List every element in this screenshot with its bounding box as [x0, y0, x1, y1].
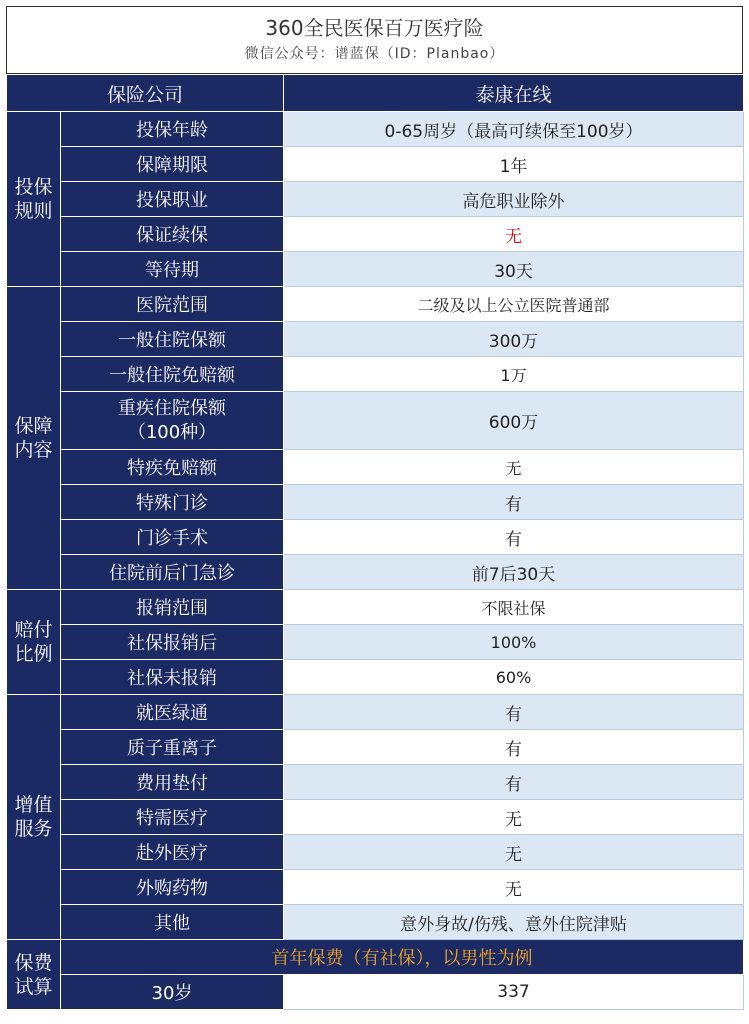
row-value-hospitals: 二级及以上公立医院普通部 — [284, 287, 744, 322]
title-box — [6, 6, 743, 74]
row-label-without-si: 社保未报销 — [61, 660, 284, 695]
section-coverage-label: 保障 内容 — [14, 415, 53, 461]
row-value-overseas: 无 — [284, 835, 744, 870]
table-row — [7, 835, 744, 870]
section-services — [7, 695, 61, 940]
row-label-term: 保障期限 — [61, 147, 284, 182]
table-row — [7, 450, 744, 485]
row-label-general-amount: 一般住院保额 — [61, 322, 284, 357]
company-value: 泰康在线 — [284, 75, 744, 112]
row-label-occupation: 投保职业 — [61, 182, 284, 217]
table-row — [7, 695, 744, 730]
table-row — [7, 322, 744, 357]
row-label-special-outpatient: 特殊门诊 — [61, 485, 284, 520]
page-subtitle: 微信公众号：谱蓝保（ID：Planbao） — [244, 46, 505, 62]
row-value-critical-amount: 600万 — [284, 392, 744, 450]
row-value-renewal: 无 — [284, 217, 744, 252]
table-row — [7, 905, 744, 940]
row-value-special-outpatient: 有 — [284, 485, 744, 520]
row-value-other: 意外身故/伤残、意外住院津贴 — [284, 905, 744, 940]
row-value-proton: 有 — [284, 730, 744, 765]
row-label-special-care: 特需医疗 — [61, 800, 284, 835]
row-label-critical-amount: 重疾住院保额 （100种） — [61, 392, 284, 450]
section-rules — [7, 112, 61, 287]
row-value-term: 1年 — [284, 147, 744, 182]
row-label-age: 投保年龄 — [61, 112, 284, 147]
row-label-other: 其他 — [61, 905, 284, 940]
page-title: 360全民医保百万医疗险 — [265, 16, 484, 40]
section-premium-label: 保费 试算 — [14, 951, 53, 998]
row-value-scope: 不限社保 — [284, 590, 744, 625]
table-row — [7, 730, 744, 765]
table-row — [7, 870, 744, 905]
row-value-after-si: 100% — [284, 625, 744, 660]
row-label-green: 就医绿通 — [61, 695, 284, 730]
section-ratio — [7, 590, 61, 695]
table-row — [7, 660, 744, 695]
table-row — [7, 485, 744, 520]
row-value-outpatient-surgery: 有 — [284, 520, 744, 555]
header-row — [7, 75, 744, 112]
section-ratio-label: 赔付 比例 — [14, 619, 53, 665]
row-label-proton: 质子重离子 — [61, 730, 284, 765]
table-row — [7, 252, 744, 287]
row-label-general-deductible: 一般住院免赔额 — [61, 357, 284, 392]
premium-banner: 首年保费（有社保），以男性为例 — [61, 940, 744, 975]
table-row — [7, 555, 744, 590]
premium-amount: 337 — [284, 975, 744, 1010]
table-row — [7, 112, 744, 147]
table-row — [7, 625, 744, 660]
row-value-age: 0-65周岁（最高可续保至100岁） — [284, 112, 744, 147]
row-value-advance: 有 — [284, 765, 744, 800]
premium-age-label: 30岁 — [61, 975, 284, 1010]
table-row — [7, 975, 744, 1010]
section-rules-label: 投保 规则 — [14, 176, 53, 222]
table-row — [7, 765, 744, 800]
row-value-without-si: 60% — [284, 660, 744, 695]
table-row — [7, 287, 744, 322]
table-row — [7, 590, 744, 625]
row-value-green: 有 — [284, 695, 744, 730]
row-label-advance: 费用垫付 — [61, 765, 284, 800]
table-row — [7, 147, 744, 182]
row-label-waiting: 等待期 — [61, 252, 284, 287]
table-row — [7, 520, 744, 555]
row-label-scope: 报销范围 — [61, 590, 284, 625]
row-value-critical-deductible: 无 — [284, 450, 744, 485]
company-label: 保险公司 — [7, 75, 284, 112]
row-label-after-si: 社保报销后 — [61, 625, 284, 660]
row-label-drugs: 外购药物 — [61, 870, 284, 905]
row-value-special-care: 无 — [284, 800, 744, 835]
table-row — [7, 800, 744, 835]
row-label-overseas: 赴外医疗 — [61, 835, 284, 870]
row-label-outpatient-surgery: 门诊手术 — [61, 520, 284, 555]
row-label-critical-deductible: 特疾免赔额 — [61, 450, 284, 485]
table-row — [7, 357, 744, 392]
table-row — [7, 182, 744, 217]
section-coverage — [7, 287, 61, 590]
section-premium — [7, 940, 61, 1010]
comparison-table — [6, 74, 744, 1010]
row-value-drugs: 无 — [284, 870, 744, 905]
row-value-occupation: 高危职业除外 — [284, 182, 744, 217]
row-value-general-deductible: 1万 — [284, 357, 744, 392]
table-row — [7, 392, 744, 450]
row-label-hospitals: 医院范围 — [61, 287, 284, 322]
table-row — [7, 940, 744, 975]
row-label-renewal: 保证续保 — [61, 217, 284, 252]
row-label-pre-post: 住院前后门急诊 — [61, 555, 284, 590]
row-value-general-amount: 300万 — [284, 322, 744, 357]
row-value-waiting: 30天 — [284, 252, 744, 287]
section-services-label: 增值 服务 — [14, 794, 53, 840]
row-value-pre-post: 前7后30天 — [284, 555, 744, 590]
table-row — [7, 217, 744, 252]
